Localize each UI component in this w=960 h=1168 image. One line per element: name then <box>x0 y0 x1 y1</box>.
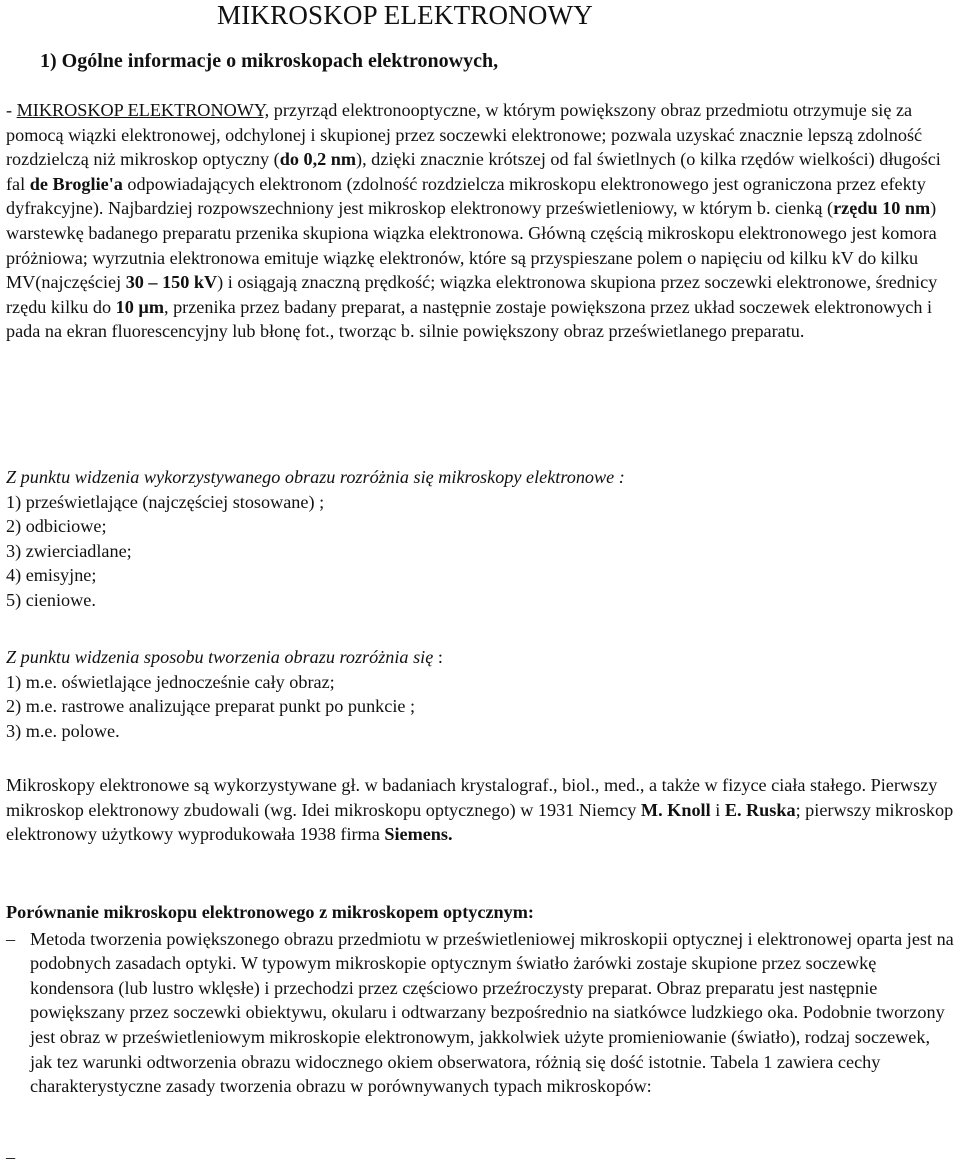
image-types-heading: Z punktu widzenia wykorzystywanego obrazu rozróżnia się mikroskopy elektronowe : <box>6 467 625 487</box>
intro-text-1: przyrząd elektronooptyczne, w którym powiększony obraz przedmiotu otrzymuje się za pomocą wiązki elektronowej, odchylonej i skupionej przez soczewki elektronowe; pozwala uzyskać znacznie lepszą zdolność rozdzielczą niż mikroskop optyczny ( <box>6 100 923 170</box>
method-types-heading: Z punktu widzenia sposobu tworzenia obrazu rozróżnia się <box>6 647 434 667</box>
method-type-item: 2) m.e. rastrowe analizujące preparat punkt po punkcie ; <box>6 696 416 717</box>
document-title: MIKROSKOP ELEKTRONOWY <box>217 0 593 30</box>
intro-text-2: ), dzięki znacznie krótszej od fal świetlnych (o kilka rzędów wielkości) długości fal <box>6 149 941 194</box>
intro-bold-5: 10 µm <box>115 296 164 317</box>
image-types-section <box>6 465 956 613</box>
image-type-item: 2) odbiciowe; <box>6 516 107 537</box>
comparison-section <box>6 900 956 1099</box>
intro-text-3: odpowiadających elektronom (zdolność rozdzielcza mikroskopu elektronowego jest ograniczona przez efekty dyfrakcyjne). Najbardziej rozpowszechniony jest mikroskop elektronowy prześwietleniowy, w którym b. cienką ( <box>6 173 926 219</box>
history-name-knoll: M. Knoll <box>640 799 711 820</box>
history-company: Siemens. <box>384 824 453 845</box>
history-name-ruska: E. Ruska <box>724 799 796 820</box>
dash-bullet-icon: – <box>6 928 16 949</box>
intro-bold-1: do 0,2 nm <box>279 149 357 170</box>
intro-bold-2: de Broglie'a <box>29 173 123 194</box>
image-type-item: 1) prześwietlające (najczęściej stosowane) ; <box>6 491 325 512</box>
history-paragraph <box>6 773 956 847</box>
image-type-item: 4) emisyjne; <box>6 565 97 586</box>
intro-paragraph <box>6 98 956 344</box>
comparison-bullet-item <box>6 927 956 1099</box>
history-text-3: ; pierwszy mikroskop elektronowy użytkowy wyprodukowała 1938 firma <box>6 799 954 845</box>
comparison-heading: Porównanie mikroskopu elektronowego z mikroskopem optycznym: <box>6 902 534 922</box>
intro-bold-3: rzędu 10 nm <box>833 198 931 219</box>
intro-term: MIKROSKOP ELEKTRONOWY, <box>16 100 270 120</box>
image-type-item: 3) zwierciadlane; <box>6 540 132 561</box>
method-types-section <box>6 645 956 743</box>
method-type-item: 3) m.e. polowe. <box>6 720 120 741</box>
method-types-heading-suffix: : <box>433 647 443 667</box>
method-types-heading-line <box>6 645 956 670</box>
image-type-item: 5) cieniowe. <box>6 589 96 610</box>
history-text-1: Mikroskopy elektronowe są wykorzystywane gł. w badaniach krystalograf., biol., med., a także w fizyce ciała stałego. Pierwszy mikroskop elektronowy zbudowali (wg. Idei mikroskopu optycznego) w 1931 Niemcy <box>6 775 938 820</box>
trailing-dash-bullet-icon: – <box>6 1147 16 1167</box>
comparison-text: Metoda tworzenia powiększonego obrazu przedmiotu w prześwietleniowej mikroskopii optycznej i elektronowej oparta jest na podobnych zasadach optyki. W typowym mikroskopie optycznym światło żarówki zostaje skupione przez soczewkę kondensora (lub lustro wklęsłe) i przechodzi przez częściowo przeźroczysty preparat. Obraz preparatu jest następnie powiększany przez soczewki obiektywu, okularu i odtwarzany bezpośrednio na siatkówce ludzkiego oka. Podobnie tworzony jest obraz w prześwietleniowym mikroskopie elektronowym, jakkolwiek użyte promieniowanie (światło), rodzaj soczewek, jak tez warunki odtworzenia obrazu widocznego okiem obserwatora, różnią się dość istotnie. Tabela 1 zawiera cechy charakterystyczne zasady tworzenia obrazu w porównywanych typach mikroskopów: <box>30 928 954 1097</box>
intro-bold-4: 30 – 150 kV <box>125 272 218 293</box>
intro-text-6: , przenika przez badany preparat, a następnie zostaje powiększona przez układ soczewek elektronowych i pada na ekran fluorescencyjny lub błonę fot., tworząc b. silnie powiększony obraz prześwietlanego preparatu. <box>6 296 933 342</box>
method-type-item: 1) m.e. oświetlające jednocześnie cały obraz; <box>6 671 335 692</box>
history-text-2: i <box>710 799 725 820</box>
intro-text-5: ) i osiągają znaczną prędkość; wiązka elektronowa skupiona przez soczewki elektronowe, średnicy rzędu kilku do <box>6 272 938 317</box>
intro-text-4: ) warstewkę badanego preparatu przenika skupiona wiązka elektronowa. Główną częścią mikroskopu elektronowego jest komora próżniowa; wyrzutnia elektronowa emituje wiązkę elektronów, które są przyspieszane polem o napięciu od kilku kV do kilku MV(najczęściej <box>6 198 937 293</box>
section-heading: 1) Ogólne informacje o mikroskopach elektronowych, <box>40 50 499 72</box>
intro-lead: - <box>6 100 17 120</box>
